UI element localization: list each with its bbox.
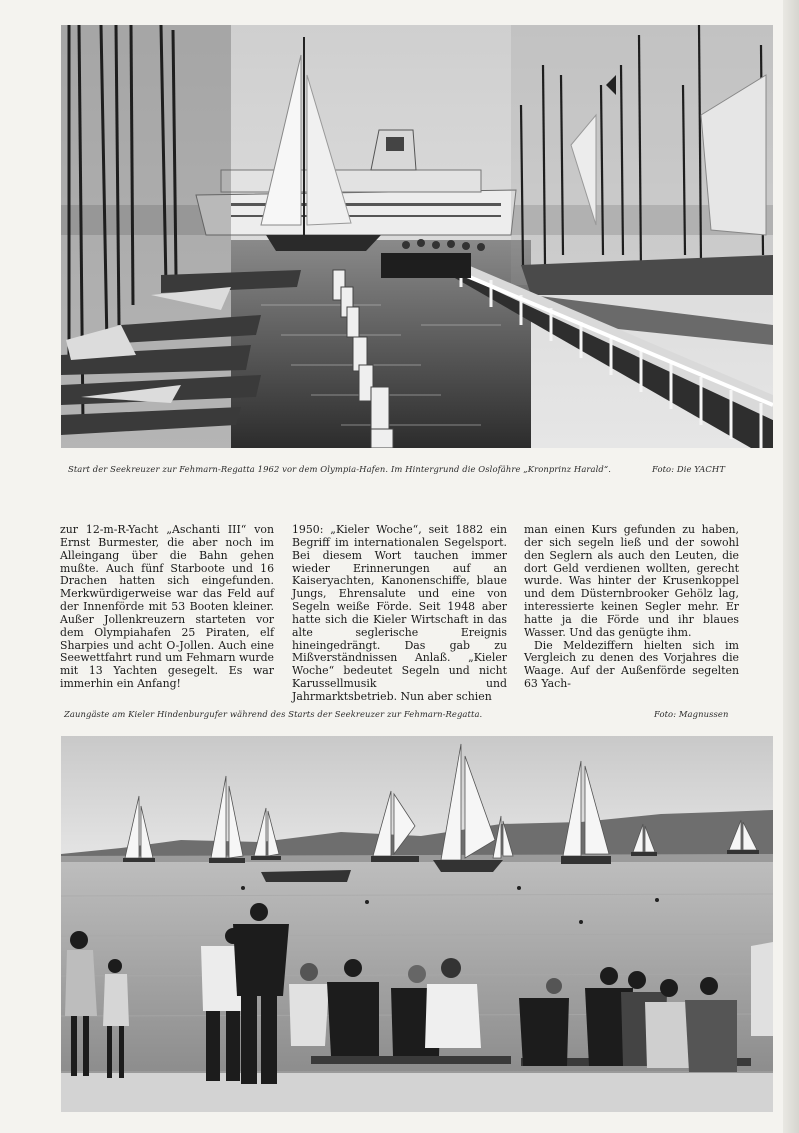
top-photo-credit: Foto: Die YACHT xyxy=(652,464,726,474)
article-column-1 xyxy=(60,524,274,691)
harbor-regatta-illustration xyxy=(61,25,773,448)
article-paragraph: zur 12-m-R-Yacht „Aschanti III“ von Ernst Burmester, die aber noch im Alleingang über die Bahn gehen mußte. Auch fünf Starboote und 16 Drachen hatten sich eingefunden. Merkwürdigerweise war das Feld auf der Innenförde mit 53 Booten kleiner. Außer Jollenkreuzern starteten vor dem Olympiahafen 25 Piraten, elf Sharpies und acht O-Jollen. Auch eine Seewettfahrt rund um Fehmarn wurde mit 13 Yachten gesegelt. Es war immerhin ein Anfang! xyxy=(60,523,274,691)
harbor-regatta-photo xyxy=(61,25,773,448)
article-paragraph: man einen Kurs gefunden zu haben, der sich segeln ließ und der sowohl den Seglern als auch den Leuten, die dort Geld verdienen wollten, gerecht wurde. Was hinter der Krusenkoppel und dem Düsternbrooker Gehölz lag, interessierte keinen Segler mehr. Er hatte ja die Förde und ihr blaues Wasser. Und das genügte ihm. xyxy=(524,523,739,639)
article-column-3 xyxy=(524,524,739,691)
article-column-2 xyxy=(292,524,507,704)
bottom-photo-credit: Foto: Magnussen xyxy=(654,709,729,719)
page-edge xyxy=(783,0,799,1133)
article-paragraph: 1950: „Kieler Woche“, seit 1882 ein Begriff im internationalen Segelsport. Bei diesem Wort tauchen immer wieder Erinnerungen auf an Kaiseryachten, Kanonenschiffe, blaue Jungs, Ehrensalute und eine von Segeln weiße Förde. Seit 1948 aber hatte sich die Kieler Wirtschaft in das alte seglerische Ereignis hineingedrängt. Das gab zu Mißverständnissen Anlaß. „Kieler Woche“ bedeutet Segeln und nicht Karussellmusik und Jahrmarktsbetrieb. Nun aber schien xyxy=(292,523,507,703)
spectators-photo xyxy=(61,736,773,1112)
top-photo-caption: Start der Seekreuzer zur Fehmarn-Regatta 1962 vor dem Olympia-Hafen. Im Hintergrund die Oslofähre „Kronprinz Harald“. xyxy=(68,464,612,474)
spectators-illustration xyxy=(61,736,773,1112)
article-paragraph: Die Meldeziffern hielten sich im Vergleich zu denen des Vorjahres die Waage. Auf der Außenförde segelten 63 Yach- xyxy=(524,638,739,691)
bottom-photo-caption: Zaungäste am Kieler Hindenburgufer während des Starts der Seekreuzer zur Fehmarn-Regatta. xyxy=(64,709,483,719)
